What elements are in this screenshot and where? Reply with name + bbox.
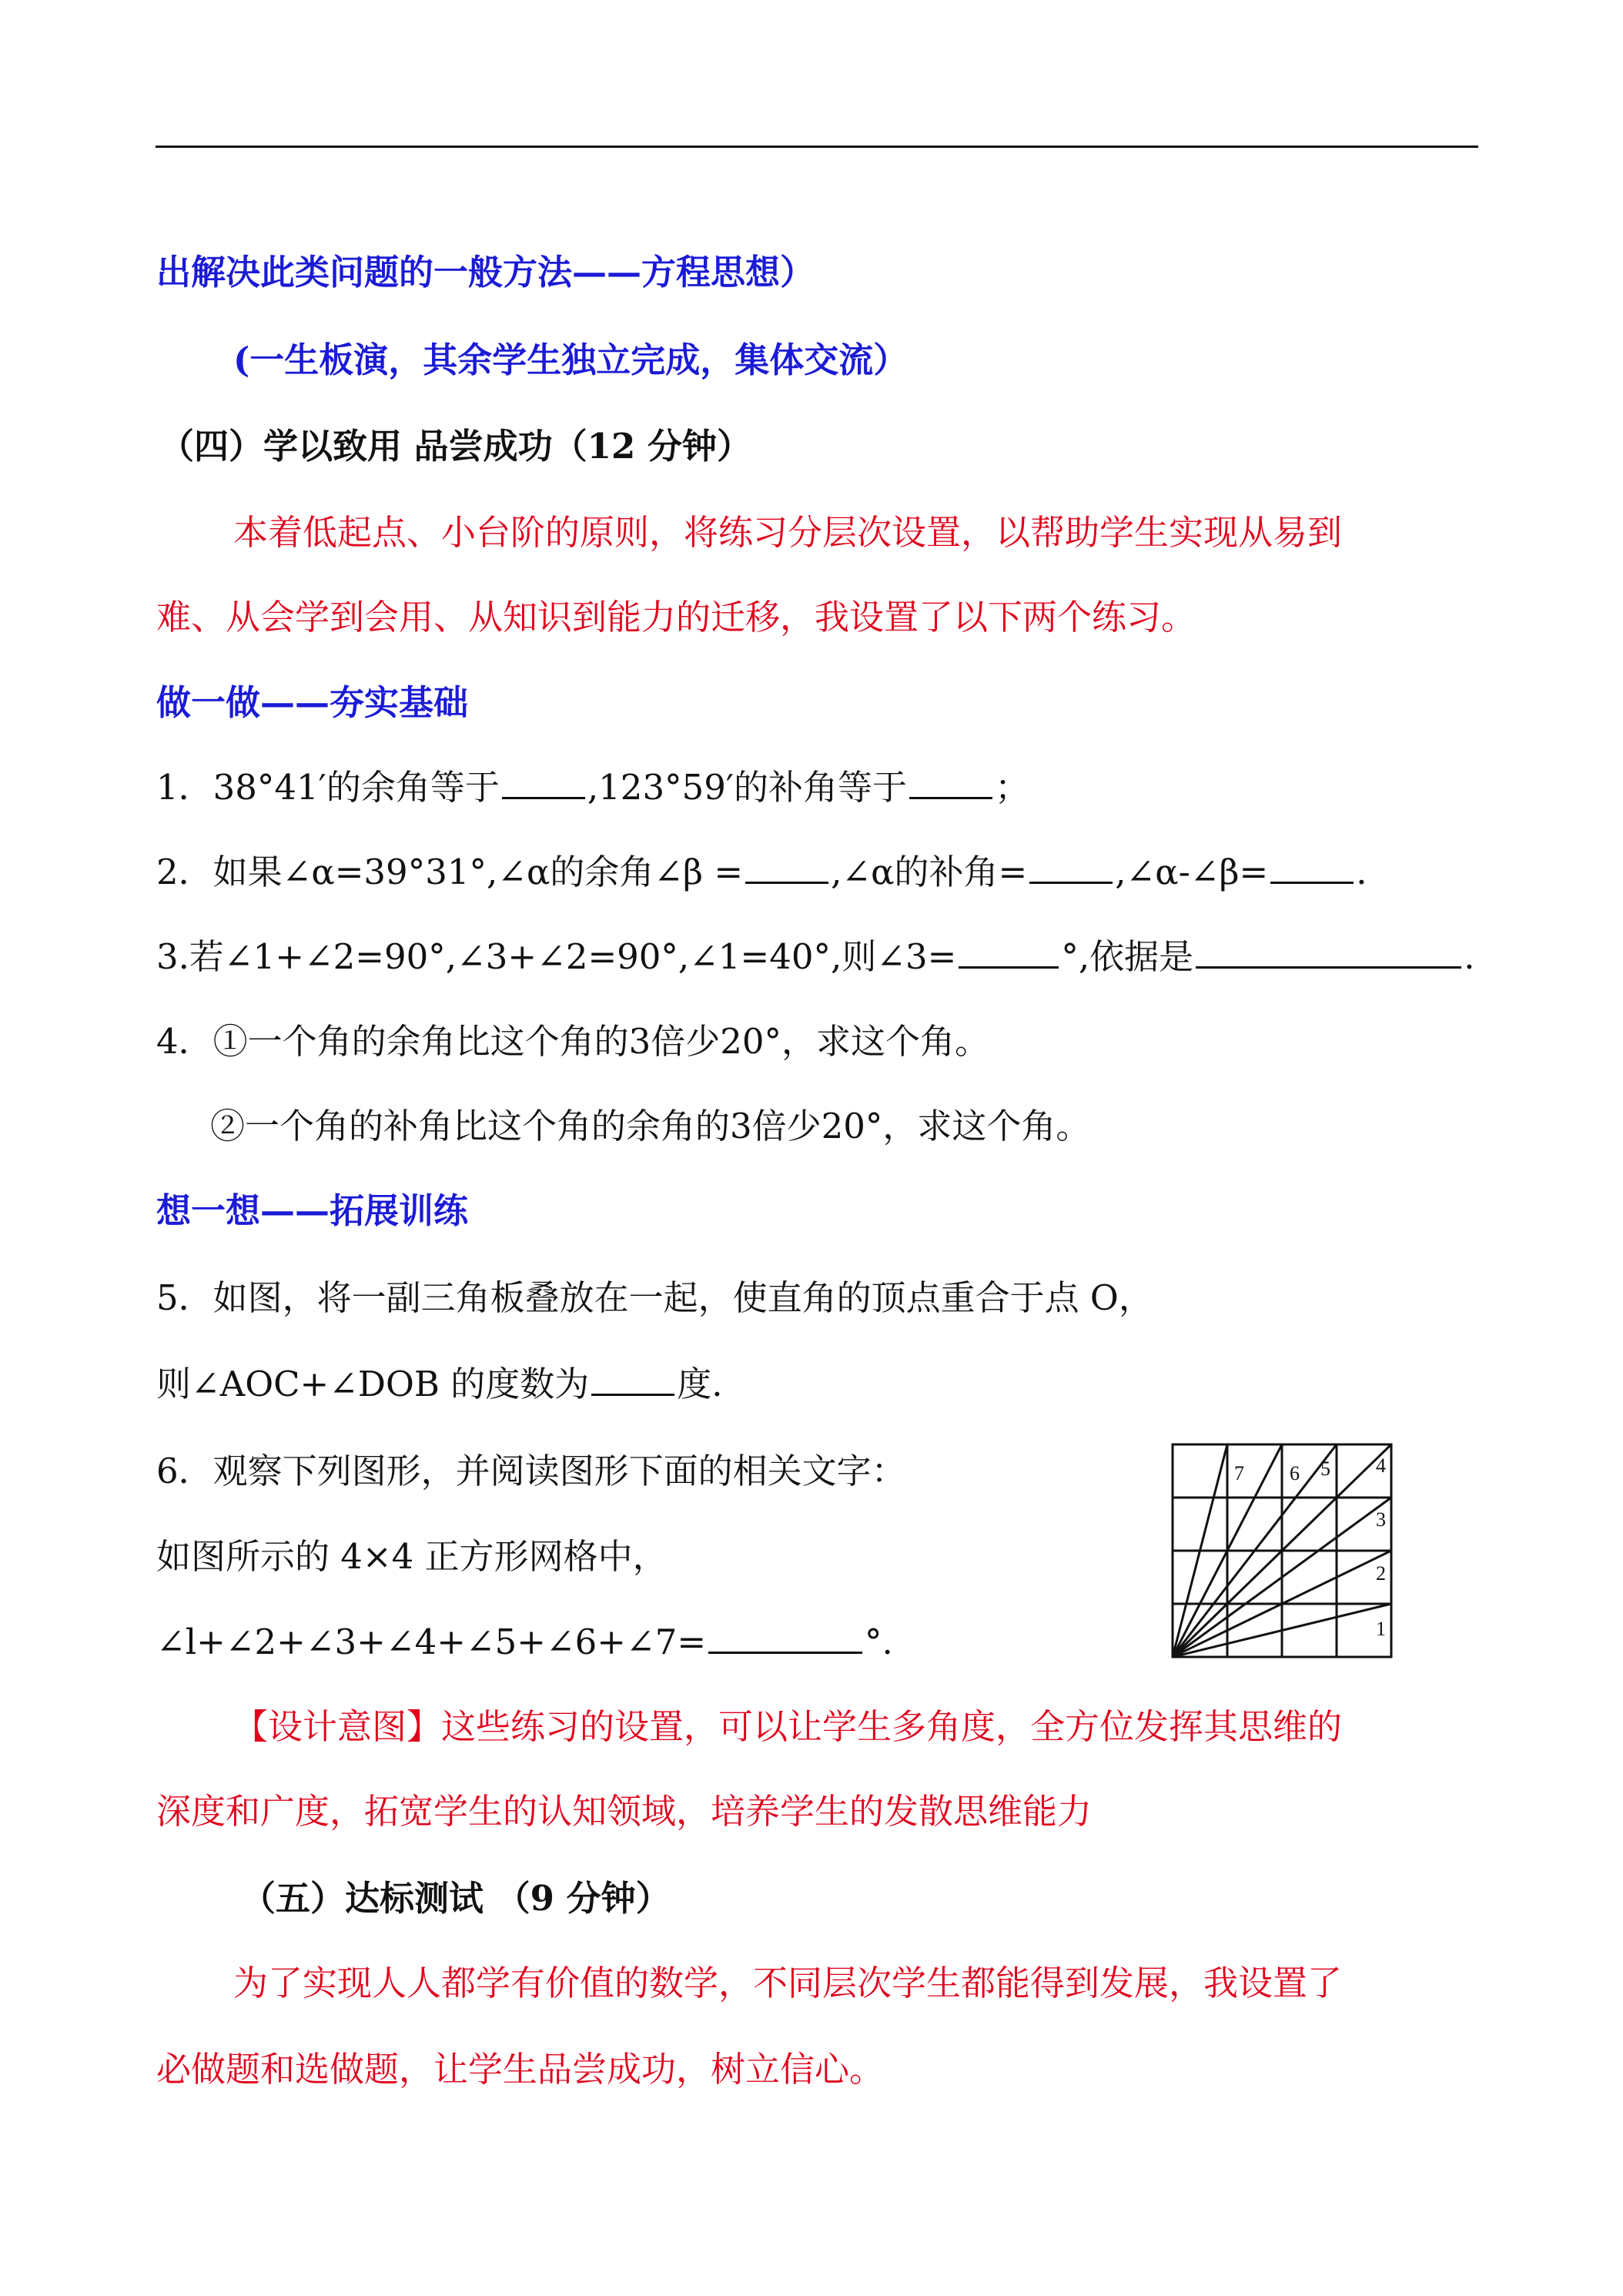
question-2-part-c: ,∠α-∠β= (1115, 852, 1269, 892)
answer-blank (1029, 851, 1113, 884)
label-5: 5 (1320, 1458, 1330, 1480)
label-2: 2 (1376, 1562, 1386, 1585)
section-five-heading: （五）达标测试 （9 分钟） (241, 1878, 671, 1919)
question-5-part-c: 度. (677, 1364, 723, 1404)
question-4-part-2: ②一个角的补角比这个角的余角的3倍少20°，求这个角。 (210, 1106, 1091, 1146)
label-3: 3 (1376, 1508, 1386, 1531)
label-7: 7 (1234, 1462, 1244, 1484)
design-intent-line-1: 【设计意图】这些练习的设置，可以让学生多角度，全方位发挥其思维的 (233, 1706, 1343, 1747)
answer-blank (502, 766, 585, 799)
answer-blank (909, 766, 992, 799)
question-3-part-b: °,依据是 (1061, 936, 1194, 977)
question-4-part-1: 4．①一个角的余角比这个角的3倍少20°，求这个角。 (156, 1021, 990, 1062)
question-3 (156, 935, 1475, 979)
answer-blank (1270, 851, 1354, 884)
question-2-part-d: . (1356, 852, 1367, 892)
board-practice-line: (一生板演，其余学生独立完成，集体交流） (233, 340, 909, 380)
answer-blank (745, 851, 828, 884)
do-it-heading: 做一做——夯实基础 (156, 682, 469, 723)
practice-intro-line-2: 难、从会学到会用、从知识到能力的迁移，我设置了以下两个练习。 (156, 597, 1196, 638)
question-3-part-a: 3.若∠1+∠2=90°,∠3+∠2=90°,∠1=40°,则∠3= (156, 936, 957, 977)
test-intro-line-2: 必做题和选做题，让学生品尝成功，树立信心。 (156, 2049, 885, 2090)
question-2 (156, 851, 1367, 894)
question-6-part-d: °. (865, 1622, 893, 1662)
header-rule (156, 146, 1478, 148)
question-6-line-2: 如图所示的 4×4 正方形网格中， (156, 1536, 668, 1577)
answer-blank (1196, 935, 1461, 969)
think-it-heading: 想一想——拓展训练 (156, 1190, 469, 1231)
answer-blank (708, 1621, 862, 1654)
question-3-part-c: . (1464, 936, 1475, 977)
question-1-part-a: 1．38°41′的余角等于 (156, 767, 500, 808)
label-6: 6 (1290, 1462, 1300, 1484)
question-1-part-b: ,123°59′的补角等于 (587, 767, 908, 808)
method-line: 出解决此类问题的一般方法——方程思想） (156, 252, 815, 293)
question-1 (156, 766, 1029, 809)
question-2-part-a: 2．如果∠α=39°31°,∠α的余角∠β = (156, 852, 744, 892)
practice-intro-line-1: 本着低起点、小台阶的原则，将练习分层次设置，以帮助学生实现从易到 (233, 512, 1343, 553)
grid-angle-figure (1166, 1438, 1397, 1666)
question-5-part-b: 则∠AOC+∠DOB 的度数为 (156, 1364, 590, 1404)
answer-blank (591, 1363, 674, 1396)
design-intent-line-2: 深度和广度，拓宽学生的认知领域，培养学生的发散思维能力 (156, 1791, 1093, 1832)
section-four-heading: （四）学以致用 品尝成功（12 分钟） (159, 426, 751, 467)
answer-blank (959, 935, 1059, 969)
question-5-line-1: 5．如图，将一副三角板叠放在一起，使直角的顶点重合于点 O， (156, 1277, 1153, 1318)
test-intro-line-1: 为了实现人人都学有价值的数学，不同层次学生都能得到发展，我设置了 (233, 1963, 1343, 2003)
question-5-line-2 (156, 1363, 723, 1406)
label-4: 4 (1376, 1454, 1386, 1477)
question-6-line-3 (156, 1621, 893, 1664)
question-2-part-b: ,∠α的补角= (831, 852, 1028, 892)
question-6-part-c: ∠l+∠2+∠3+∠4+∠5+∠6+∠7= (156, 1622, 707, 1662)
question-6-line-1: 6．观察下列图形，并阅读图形下面的相关文字： (156, 1451, 906, 1491)
question-1-part-c: ； (995, 767, 1030, 808)
label-1: 1 (1376, 1618, 1386, 1640)
